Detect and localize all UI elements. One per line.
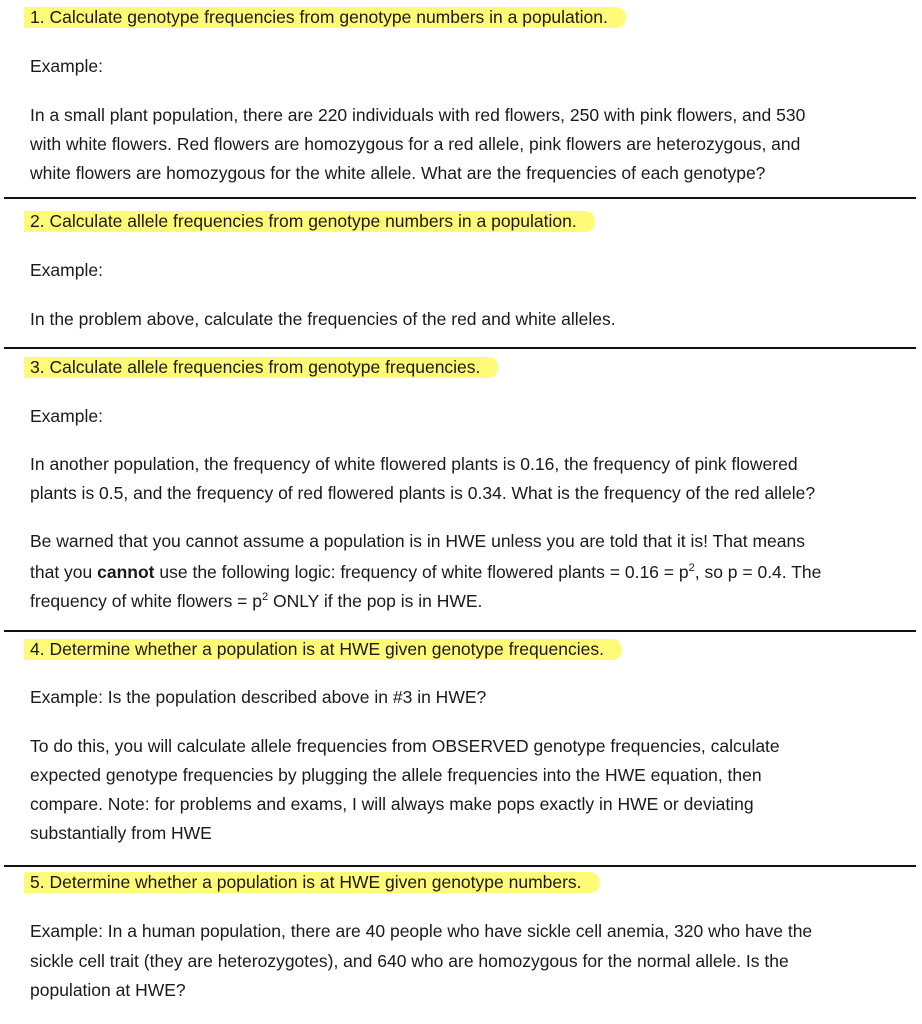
section-4-example-line: Example: Is the population described above in #3 in HWE?	[30, 687, 487, 707]
section-3-warning-line: Be warned that you cannot assume a population is in HWE unless you are told that it is! That means	[30, 531, 805, 551]
section-3-warning-line: that you cannot use the following logic: frequency of white flowered plants = $0.16 = p^2$, so p = 0.4. The	[30, 562, 822, 582]
section-4-body-line: compare. Note: for problems and exams, I will always make pops exactly in HWE or deviating	[30, 794, 754, 814]
section-3-body-line: plants is 0.5, and the frequency of red flowered plants is 0.34. What is the frequency of the red allele?	[30, 483, 816, 503]
section-1-body-line: with white flowers. Red flowers are homozygous for a red allele, pink flowers are heterozygous, and	[30, 134, 801, 154]
section-2-example-label: Example:	[30, 260, 103, 280]
section-5-body-line: sickle cell trait (they are heterozygotes), and 640 who are homozygous for the normal allele. Is the	[30, 951, 789, 971]
section-4-heading: 4. Determine whether a population is at HWE given genotype frequencies.	[30, 638, 908, 660]
section-4-body-line: substantially from HWE	[30, 823, 212, 843]
section-3-heading: 3. Calculate allele frequencies from genotype frequencies.	[30, 356, 908, 378]
section-divider	[4, 865, 916, 867]
section-1-example-label: Example:	[30, 56, 103, 76]
section-divider	[4, 630, 916, 632]
section-1-heading: 1. Calculate genotype frequencies from genotype numbers in a population.	[30, 6, 908, 28]
section-4-body-line: To do this, you will calculate allele frequencies from OBSERVED genotype frequencies, calculate	[30, 736, 780, 756]
section-divider	[4, 197, 916, 199]
section-4-body-line: expected genotype frequencies by plugging the allele frequencies into the HWE equation, then	[30, 765, 762, 785]
section-5-heading: 5. Determine whether a population is at HWE given genotype numbers.	[30, 871, 908, 893]
section-3-example-label: Example:	[30, 406, 103, 426]
section-5-body-line: Example: In a human population, there are 40 people who have sickle cell anemia, 320 who have the	[30, 921, 813, 941]
section-2-heading: 2. Calculate allele frequencies from genotype numbers in a population.	[30, 210, 908, 232]
section-divider	[4, 347, 916, 349]
section-3-body-line: In another population, the frequency of white flowered plants is 0.16, the frequency of pink flowered	[30, 454, 798, 474]
section-2-body-line: In the problem above, calculate the frequencies of the red and white alleles.	[30, 309, 616, 329]
section-5-body-line: population at HWE?	[30, 980, 186, 1000]
section-1-body-line: white flowers are homozygous for the white allele. What are the frequencies of each genotype?	[30, 163, 766, 183]
section-1-body-line: In a small plant population, there are 220 individuals with red flowers, 250 with pink flowers, and 530	[30, 105, 806, 125]
section-3-warning-line: frequency of white flowers = $p^2$ ONLY if the pop is in HWE.	[30, 591, 483, 611]
